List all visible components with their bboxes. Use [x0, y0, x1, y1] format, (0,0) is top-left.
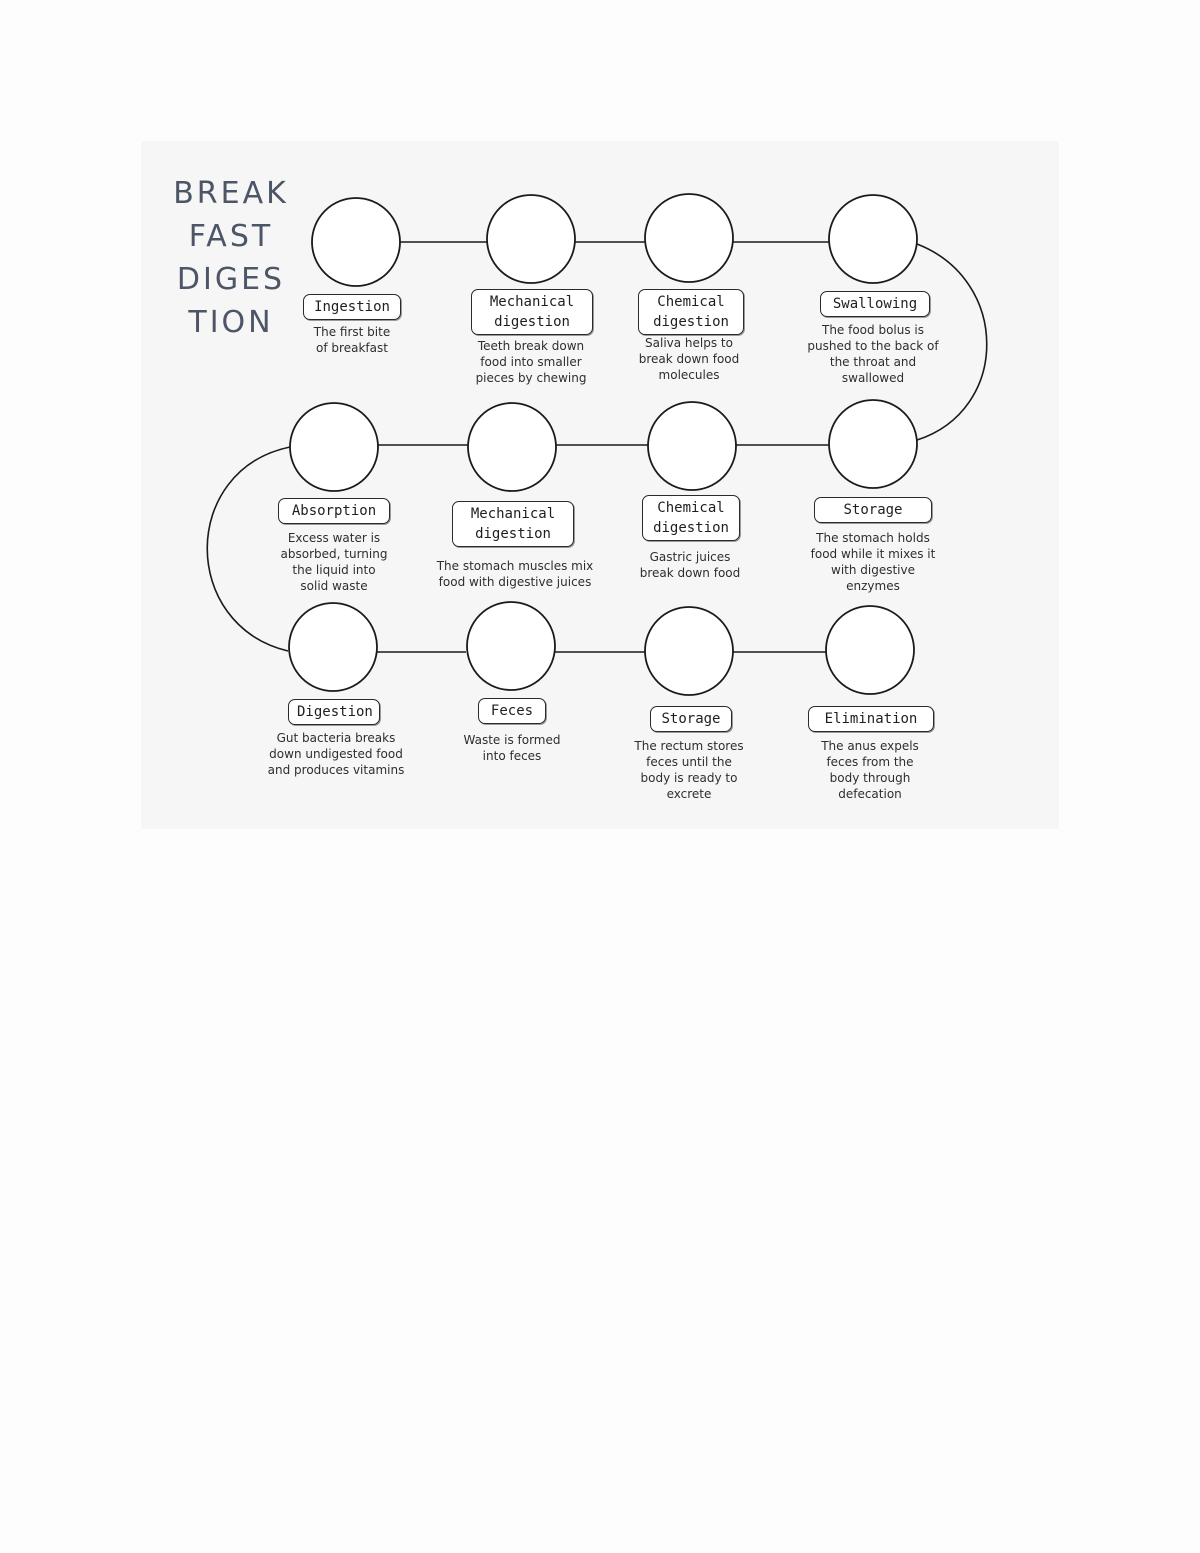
step-description: The anus expels feces from the body through defecation: [821, 739, 919, 801]
step-description: The rectum stores feces until the body is ready to excrete: [634, 739, 744, 801]
step-label-ingestion: Ingestion: [303, 294, 401, 320]
step-label-elimination: Elimination: [808, 706, 934, 732]
step-description: Teeth break down food into smaller pieces by chewing: [475, 339, 587, 385]
title-line: TION: [188, 305, 274, 340]
step-label-digestion: Digestion: [288, 699, 380, 725]
step-circle-absorption: [290, 403, 378, 491]
step-label-mechanical-digestion: Mechanical digestion: [452, 501, 574, 547]
step-description: The food bolus is pushed to the back of the throat and swallowed: [807, 323, 939, 385]
step-circle-mechanical-digestion: [487, 195, 575, 283]
step-circle-digestion: [289, 603, 377, 691]
step-label-chemical-digestion: Chemical digestion: [642, 495, 740, 541]
step-circle-storage: [645, 607, 733, 695]
step-label-storage: Storage: [650, 706, 732, 732]
step-circle-storage: [829, 400, 917, 488]
step-label-absorption: Absorption: [278, 498, 390, 524]
step-description: Waste is formed into feces: [463, 733, 561, 763]
step-circle-elimination: [826, 606, 914, 694]
step-label-chemical-digestion: Chemical digestion: [638, 289, 744, 335]
step-description: The first bite of breakfast: [313, 325, 391, 355]
step-label-swallowing: Swallowing: [820, 291, 930, 317]
step-description: Saliva helps to break down food molecules: [638, 336, 740, 382]
step-circle-feces: [467, 602, 555, 690]
step-circle-swallowing: [829, 195, 917, 283]
step-circle-chemical-digestion: [648, 402, 736, 490]
step-label-mechanical-digestion: Mechanical digestion: [471, 289, 593, 335]
title-line: BREAK: [173, 176, 289, 211]
title-line: DIGES: [176, 262, 286, 297]
step-label-feces: Feces: [478, 698, 546, 724]
step-circle-mechanical-digestion: [468, 403, 556, 491]
step-description: Excess water is absorbed, turning the liquid into solid waste: [280, 531, 388, 593]
title-line: FAST: [188, 219, 274, 254]
step-description: Gastric juices break down food: [639, 550, 741, 580]
step-description: The stomach holds food while it mixes it with digestive enzymes: [810, 531, 936, 593]
step-circle-chemical-digestion: [645, 194, 733, 282]
step-description: Gut bacteria breaks down undigested food and produces vitamins: [267, 731, 405, 777]
step-circle-ingestion: [312, 198, 400, 286]
step-description: The stomach muscles mix food with digestive juices: [436, 559, 594, 589]
step-label-storage: Storage: [814, 497, 932, 523]
